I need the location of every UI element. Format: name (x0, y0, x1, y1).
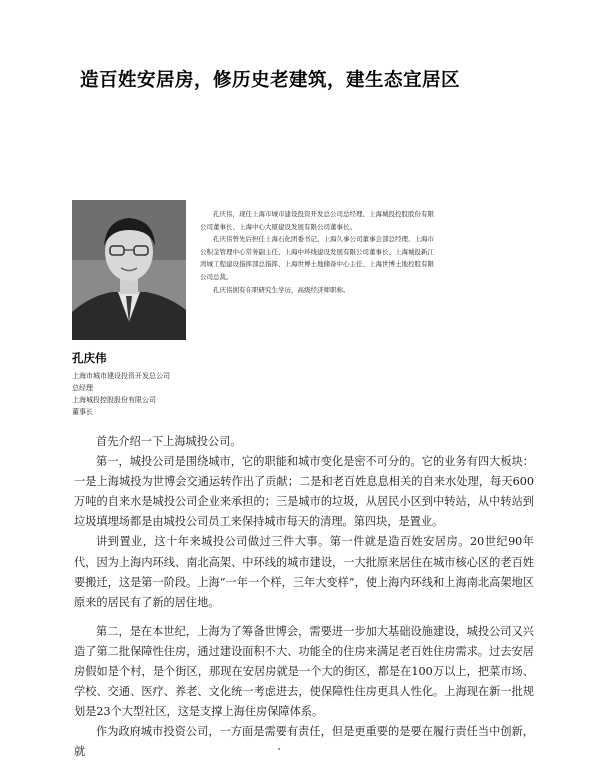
article-body (74, 432, 534, 763)
profile-title-line: 上海城投控股股份有限公司 (72, 396, 156, 404)
page-mark (278, 748, 280, 750)
body-paragraph: 作为政府城市投资公司，一方面是需要有责任，但是更重要的是要在履行责任当中创新，就 (74, 725, 534, 759)
bio-paragraph: 孔庆伟拥有在职研究生学历，高级经济师职称。 (213, 285, 350, 294)
profile-name: 孔庆伟 (72, 351, 107, 365)
profile-title-line: 董事长 (72, 408, 93, 416)
profile-title-line: 上海市城市建设投资开发总公司 (72, 372, 170, 380)
body-paragraph: 第一，城投公司是围绕城市，它的职能和城市变化是密不可分的。它的业务有四大板块：一是上海城投为世博会交通运转作出了贡献；二是和老百姓息息相关的自来水处理，每天600万吨的自来水是城投公司企业来承担的；三是城市的垃圾，从居民小区到中转站，从中转站到垃圾填埋场都是由城投公司员工来保持城市每天的清理。第四块，是置业。 (74, 455, 534, 529)
bio-block (200, 208, 440, 296)
portrait-photo (72, 200, 186, 340)
bio-paragraph: 孔庆伟，现任上海市城市建设投资开发总公司总经理、上海城投控股股份有限公司董事长、上海中心大厦建设发展有限公司董事长。 (200, 210, 434, 231)
body-paragraph: 首先介绍一下上海城投公司。 (96, 435, 242, 448)
profile-title-line: 总经理 (72, 384, 93, 392)
bio-paragraph: 孔庆伟曾先后担任上海石化团委书记、上海久事公司董事会部总经理、上海市公积金管理中心常务副主任、上海中环线建设发展有限公司董事长、上海城投新江湾城工程建设指挥部总指挥、上海世博土地储备中心主任、上海世博土地控股有限公司总裁。 (200, 235, 434, 281)
body-paragraph: 第二，是在本世纪，上海为了筹备世博会，需要进一步加大基础设施建设，城投公司又兴造了第二批保障性住房，通过建设面积不大、功能全的住房来满足老百姓住房需求。过去安居房假如是个村，是个街区，那现在安居房就是一个大的街区，都是在100万以上，把菜市场、学校、交通、医疗、养老、文化统一考虑进去，使保障性住房更具人性化。上海现在新一批规划是23个大型社区，这是支撑上海住房保障体系。 (74, 624, 534, 719)
body-paragraph: 讲到置业，这十年来城投公司做过三件大事。第一件就是造百姓安居房。20世纪90年代，因为上海内环线、南北高架、中环线的城市建设，一大批原来居住在城市核心区的老百姓要搬迁，这是第一阶段。上海“一年一个样，三年大变样”，使上海内环线和上海南北高架地区原来的居民有了新的居住地。 (74, 535, 534, 609)
article-title: 造百姓安居房，修历史老建筑，建生态宜居区 (80, 70, 461, 91)
profile-titles (72, 370, 272, 418)
